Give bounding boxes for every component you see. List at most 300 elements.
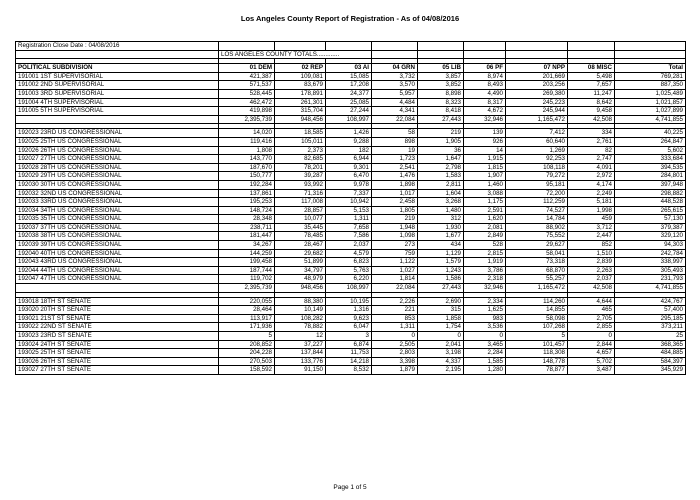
value-cell: 14 [464, 146, 506, 155]
district-name-cell: 191002 2ND SUPERVISORIAL [16, 81, 219, 90]
congressional-row [16, 163, 686, 172]
value-cell: 14,784 [506, 215, 568, 224]
value-cell: 2,798 [418, 163, 464, 172]
value-cell: 17,208 [326, 81, 372, 90]
value-cell: 424,767 [615, 297, 686, 306]
district-name-cell: 193022 22ND ST SENATE [16, 323, 219, 332]
value-cell: 1,898 [372, 180, 418, 189]
value-cell: 28,467 [275, 241, 326, 250]
value-cell: 74,527 [506, 206, 568, 215]
value-cell: 10,942 [326, 198, 372, 207]
value-cell: 150,777 [219, 172, 275, 181]
value-cell: 108,997 [326, 115, 372, 124]
value-cell: 295,185 [615, 314, 686, 323]
value-cell: 15,085 [326, 72, 372, 81]
value-cell: 421,387 [219, 72, 275, 81]
congressional-row [16, 180, 686, 189]
district-name-cell [16, 284, 219, 293]
value-cell: 4,174 [568, 180, 615, 189]
value-cell: 118,308 [506, 349, 568, 358]
district-name-cell: 192029 29TH US CONGRESSIONAL [16, 172, 219, 181]
value-cell: 8,642 [568, 98, 615, 107]
value-cell: 91,150 [275, 366, 326, 375]
value-cell: 3,852 [418, 81, 464, 90]
value-cell: 7,657 [568, 81, 615, 90]
value-cell: 11,753 [326, 349, 372, 358]
congressional-row [16, 275, 686, 284]
value-cell: 1,269 [506, 146, 568, 155]
value-cell: 58 [372, 129, 418, 138]
value-cell: 983 [464, 314, 506, 323]
value-cell: 10,195 [326, 297, 372, 306]
value-cell: 7,412 [506, 129, 568, 138]
value-cell: 9,978 [326, 180, 372, 189]
value-cell: 1,647 [418, 155, 464, 164]
value-cell: 1,586 [418, 275, 464, 284]
value-cell: 238,711 [219, 223, 275, 232]
senate-row [16, 332, 686, 341]
value-cell: 269,380 [506, 89, 568, 98]
value-cell: 6,823 [326, 258, 372, 267]
district-name-cell: 192037 37TH US CONGRESSIONAL [16, 223, 219, 232]
column-header: 05 LIB [418, 64, 464, 73]
value-cell: 4,341 [372, 107, 418, 116]
value-cell: 1,723 [372, 155, 418, 164]
value-cell: 1,754 [418, 323, 464, 332]
value-cell: 1,677 [418, 232, 464, 241]
value-cell: 72,200 [506, 189, 568, 198]
value-cell: 571,537 [219, 81, 275, 90]
congressional-row [16, 215, 686, 224]
value-cell: 3,857 [418, 72, 464, 81]
district-name-cell: 193021 21ST ST SENATE [16, 314, 219, 323]
value-cell: 195,253 [219, 198, 275, 207]
value-cell: 68,870 [506, 266, 568, 275]
value-cell: 3,712 [568, 223, 615, 232]
empty-cell [418, 42, 464, 51]
value-cell: 24,377 [326, 89, 372, 98]
value-cell: 2,972 [568, 172, 615, 181]
value-cell: 1,907 [464, 172, 506, 181]
value-cell: 182 [326, 146, 372, 155]
value-cell: 3,786 [464, 266, 506, 275]
value-cell: 219 [418, 129, 464, 138]
value-cell: 42,508 [568, 115, 615, 124]
value-cell: 57,130 [615, 215, 686, 224]
value-cell: 8,418 [418, 107, 464, 116]
congressional-row [16, 189, 686, 198]
value-cell: 12 [275, 332, 326, 341]
value-cell: 1,311 [326, 215, 372, 224]
value-cell: 2,811 [418, 180, 464, 189]
value-cell: 1,021,857 [615, 98, 686, 107]
empty-cell [326, 42, 372, 51]
value-cell: 6,047 [326, 323, 372, 332]
district-name-cell: 192035 35TH US CONGRESSIONAL [16, 215, 219, 224]
value-cell: 10,149 [275, 306, 326, 315]
supervisorial-total-row [16, 115, 686, 124]
value-cell: 5 [506, 332, 568, 341]
value-cell: 7,658 [326, 223, 372, 232]
value-cell: 8,493 [464, 81, 506, 90]
value-cell: 42,508 [568, 284, 615, 293]
empty-cell [16, 50, 219, 59]
value-cell: 1,316 [326, 306, 372, 315]
value-cell: 0 [372, 332, 418, 341]
value-cell: 284,801 [615, 172, 686, 181]
value-cell: 144,259 [219, 249, 275, 258]
value-cell: 9,458 [568, 107, 615, 116]
report-table-container [15, 41, 685, 375]
value-cell: 264,847 [615, 137, 686, 146]
value-cell: 58,098 [506, 314, 568, 323]
column-header: 03 AI [326, 64, 372, 73]
senate-row [16, 297, 686, 306]
value-cell: 3,732 [372, 72, 418, 81]
page-footer: Page 1 of 5 [333, 484, 367, 491]
county-totals-row [16, 50, 686, 59]
column-header: 04 GRN [372, 64, 418, 73]
value-cell: 27,244 [326, 107, 372, 116]
district-name-cell: 192023 23RD US CONGRESSIONAL [16, 129, 219, 138]
registration-table [15, 41, 686, 375]
value-cell: 78,485 [275, 232, 326, 241]
value-cell: 315 [418, 306, 464, 315]
value-cell: 926 [464, 137, 506, 146]
congressional-total-row [16, 284, 686, 293]
column-header: 08 MISC [568, 64, 615, 73]
value-cell: 32,946 [464, 115, 506, 124]
value-cell: 1,620 [464, 215, 506, 224]
congressional-row [16, 155, 686, 164]
empty-cell [372, 50, 418, 59]
value-cell: 7,337 [326, 189, 372, 198]
value-cell: 5,498 [568, 72, 615, 81]
district-name-cell: 192028 28TH US CONGRESSIONAL [16, 163, 219, 172]
value-cell: 1,476 [372, 172, 418, 181]
value-cell: 1,915 [464, 155, 506, 164]
value-cell: 1,879 [372, 366, 418, 375]
value-cell: 2,037 [326, 241, 372, 250]
value-cell: 34,797 [275, 266, 326, 275]
value-cell: 34,267 [219, 241, 275, 250]
value-cell: 2,815 [464, 249, 506, 258]
value-cell: 245,223 [506, 98, 568, 107]
value-cell: 4,644 [568, 297, 615, 306]
senate-row [16, 349, 686, 358]
close-date-row [16, 42, 686, 51]
value-cell: 9,288 [326, 137, 372, 146]
value-cell: 1,129 [418, 249, 464, 258]
district-name-cell: 192040 40TH US CONGRESSIONAL [16, 249, 219, 258]
column-header: Total [615, 64, 686, 73]
value-cell: 79,272 [506, 172, 568, 181]
value-cell: 2,041 [418, 340, 464, 349]
value-cell: 6,944 [326, 155, 372, 164]
value-cell: 273 [372, 241, 418, 250]
value-cell: 119,416 [219, 137, 275, 146]
value-cell: 1,625 [464, 306, 506, 315]
supervisorial-row [16, 89, 686, 98]
value-cell: 221 [372, 306, 418, 315]
value-cell: 887,350 [615, 81, 686, 90]
value-cell: 3 [326, 332, 372, 341]
value-cell: 36 [418, 146, 464, 155]
value-cell: 3,487 [568, 366, 615, 375]
column-header: POLITICAL SUBDIVISION [16, 64, 219, 73]
senate-row [16, 314, 686, 323]
value-cell: 14,020 [219, 129, 275, 138]
value-cell: 119,702 [219, 275, 275, 284]
value-cell: 181,447 [219, 232, 275, 241]
congressional-row [16, 249, 686, 258]
value-cell: 3,088 [464, 189, 506, 198]
value-cell: 78,882 [275, 323, 326, 332]
value-cell: 2,447 [568, 232, 615, 241]
value-cell: 2,844 [568, 340, 615, 349]
value-cell: 1,243 [418, 266, 464, 275]
value-cell: 73,318 [506, 258, 568, 267]
district-name-cell: 192039 39TH US CONGRESSIONAL [16, 241, 219, 250]
value-cell: 8,323 [418, 98, 464, 107]
value-cell: 6,874 [326, 340, 372, 349]
value-cell: 2,541 [372, 163, 418, 172]
value-cell: 3,570 [372, 81, 418, 90]
value-cell: 245,944 [506, 107, 568, 116]
value-cell: 5,602 [615, 146, 686, 155]
value-cell: 55,257 [506, 275, 568, 284]
empty-cell [568, 42, 615, 51]
value-cell: 201,669 [506, 72, 568, 81]
district-name-cell: 192027 27TH US CONGRESSIONAL [16, 155, 219, 164]
value-cell: 0 [418, 332, 464, 341]
value-cell: 298,882 [615, 189, 686, 198]
district-name-cell: 192025 25TH US CONGRESSIONAL [16, 137, 219, 146]
value-cell: 101,457 [506, 340, 568, 349]
value-cell: 178,891 [275, 89, 326, 98]
value-cell: 60,640 [506, 137, 568, 146]
senate-row [16, 340, 686, 349]
value-cell: 88,380 [275, 297, 326, 306]
congressional-row [16, 223, 686, 232]
value-cell: 265,615 [615, 206, 686, 215]
value-cell: 94,303 [615, 241, 686, 250]
value-cell: 7,586 [326, 232, 372, 241]
value-cell: 148,778 [506, 357, 568, 366]
value-cell: 8,317 [464, 98, 506, 107]
value-cell: 1,311 [372, 323, 418, 332]
value-cell: 434 [418, 241, 464, 250]
value-cell: 465 [568, 306, 615, 315]
value-cell: 48,979 [275, 275, 326, 284]
empty-cell [219, 42, 275, 51]
value-cell: 2,458 [372, 198, 418, 207]
value-cell: 948,456 [275, 115, 326, 124]
empty-cell [615, 42, 686, 51]
congressional-row [16, 198, 686, 207]
value-cell: 1,027 [372, 266, 418, 275]
value-cell: 394,535 [615, 163, 686, 172]
empty-cell [275, 42, 326, 51]
value-cell: 5,763 [326, 266, 372, 275]
congressional-row [16, 129, 686, 138]
value-cell: 28,464 [219, 306, 275, 315]
value-cell: 1,165,472 [506, 284, 568, 293]
value-cell: 6,220 [326, 275, 372, 284]
value-cell: 107,268 [506, 323, 568, 332]
value-cell: 108,997 [326, 284, 372, 293]
value-cell: 2,195 [418, 366, 464, 375]
value-cell: 0 [568, 332, 615, 341]
value-cell: 199,458 [219, 258, 275, 267]
value-cell: 2,395,739 [219, 284, 275, 293]
value-cell: 1,858 [418, 314, 464, 323]
value-cell: 3,465 [464, 340, 506, 349]
district-name-cell: 193023 23RD ST SENATE [16, 332, 219, 341]
column-header-row [16, 64, 686, 73]
value-cell: 1,025,489 [615, 89, 686, 98]
value-cell: 2,803 [372, 349, 418, 358]
value-cell: 1,998 [568, 206, 615, 215]
value-cell: 5,957 [372, 89, 418, 98]
value-cell: 40,225 [615, 129, 686, 138]
value-cell: 1,510 [568, 249, 615, 258]
value-cell: 2,839 [568, 258, 615, 267]
value-cell: 2,761 [568, 137, 615, 146]
value-cell: 71,316 [275, 189, 326, 198]
district-name-cell: 193018 18TH ST SENATE [16, 297, 219, 306]
value-cell: 143,770 [219, 155, 275, 164]
value-cell: 95,181 [506, 180, 568, 189]
value-cell: 1,027,899 [615, 107, 686, 116]
value-cell: 462,472 [219, 98, 275, 107]
district-name-cell: 192038 38TH US CONGRESSIONAL [16, 232, 219, 241]
supervisorial-row [16, 81, 686, 90]
value-cell: 528,445 [219, 89, 275, 98]
value-cell: 261,301 [275, 98, 326, 107]
value-cell: 3,268 [418, 198, 464, 207]
value-cell: 852 [568, 241, 615, 250]
district-name-cell: 193020 20TH ST SENATE [16, 306, 219, 315]
value-cell: 242,784 [615, 249, 686, 258]
value-cell: 158,592 [219, 366, 275, 375]
value-cell: 105,011 [275, 137, 326, 146]
congressional-row [16, 146, 686, 155]
value-cell: 2,747 [568, 155, 615, 164]
column-header: 01 DEM [219, 64, 275, 73]
value-cell: 192,284 [219, 180, 275, 189]
column-header: 06 PF [464, 64, 506, 73]
value-cell: 528 [464, 241, 506, 250]
district-name-cell: 192026 26TH US CONGRESSIONAL [16, 146, 219, 155]
district-name-cell: 191005 5TH SUPERVISORIAL [16, 107, 219, 116]
value-cell: 1,165,472 [506, 115, 568, 124]
value-cell: 5,181 [568, 198, 615, 207]
value-cell: 112,259 [506, 198, 568, 207]
column-header: 07 NPP [506, 64, 568, 73]
value-cell: 312 [418, 215, 464, 224]
value-cell: 368,365 [615, 340, 686, 349]
senate-row [16, 306, 686, 315]
value-cell: 2,284 [464, 349, 506, 358]
value-cell: 5,153 [326, 206, 372, 215]
value-cell: 1,805 [372, 206, 418, 215]
district-name-cell: 193024 24TH ST SENATE [16, 340, 219, 349]
value-cell: 2,226 [372, 297, 418, 306]
senate-row [16, 357, 686, 366]
value-cell: 1,426 [326, 129, 372, 138]
value-cell: 25,085 [326, 98, 372, 107]
value-cell: 1,579 [418, 258, 464, 267]
value-cell: 1,948 [372, 223, 418, 232]
value-cell: 57,400 [615, 306, 686, 315]
value-cell: 0 [464, 332, 506, 341]
district-name-cell: 192033 33RD US CONGRESSIONAL [16, 198, 219, 207]
value-cell: 220,055 [219, 297, 275, 306]
value-cell: 1,460 [464, 180, 506, 189]
empty-cell [506, 42, 568, 51]
value-cell: 2,263 [568, 266, 615, 275]
value-cell: 187,744 [219, 266, 275, 275]
value-cell: 113,917 [219, 314, 275, 323]
report-title: Los Angeles County Report of Registration - As of 04/08/2016 [240, 14, 460, 23]
value-cell: 1,930 [418, 223, 464, 232]
congressional-row [16, 172, 686, 181]
value-cell: 109,081 [275, 72, 326, 81]
value-cell: 27,443 [418, 284, 464, 293]
district-name-cell: 193027 27TH ST SENATE [16, 366, 219, 375]
value-cell: 117,008 [275, 198, 326, 207]
value-cell: 2,334 [464, 297, 506, 306]
value-cell: 1,815 [464, 163, 506, 172]
value-cell: 92,253 [506, 155, 568, 164]
value-cell: 171,936 [219, 323, 275, 332]
value-cell: 4,337 [418, 357, 464, 366]
value-cell: 22,084 [372, 115, 418, 124]
district-name-cell: 193026 26TH ST SENATE [16, 357, 219, 366]
value-cell: 2,373 [275, 146, 326, 155]
empty-cell [506, 50, 568, 59]
value-cell: 4,579 [326, 249, 372, 258]
district-name-cell: 192032 32ND US CONGRESSIONAL [16, 189, 219, 198]
value-cell: 5,702 [568, 357, 615, 366]
value-cell: 2,690 [418, 297, 464, 306]
value-cell: 345,929 [615, 366, 686, 375]
column-header: 02 REP [275, 64, 326, 73]
congressional-row [16, 266, 686, 275]
value-cell: 584,397 [615, 357, 686, 366]
value-cell: 148,724 [219, 206, 275, 215]
value-cell: 78,877 [506, 366, 568, 375]
value-cell: 82 [568, 146, 615, 155]
value-cell: 187,670 [219, 163, 275, 172]
value-cell: 2,855 [568, 323, 615, 332]
value-cell: 219 [372, 215, 418, 224]
value-cell: 11,247 [568, 89, 615, 98]
supervisorial-row [16, 107, 686, 116]
congressional-row [16, 241, 686, 250]
district-name-cell: 191001 1ST SUPERVISORIAL [16, 72, 219, 81]
value-cell: 108,282 [275, 314, 326, 323]
value-cell: 1,808 [219, 146, 275, 155]
value-cell: 9,301 [326, 163, 372, 172]
value-cell: 2,081 [464, 223, 506, 232]
value-cell: 315,704 [275, 107, 326, 116]
value-cell: 28,857 [275, 206, 326, 215]
value-cell: 948,456 [275, 284, 326, 293]
value-cell: 4,741,855 [615, 284, 686, 293]
value-cell: 14,855 [506, 306, 568, 315]
